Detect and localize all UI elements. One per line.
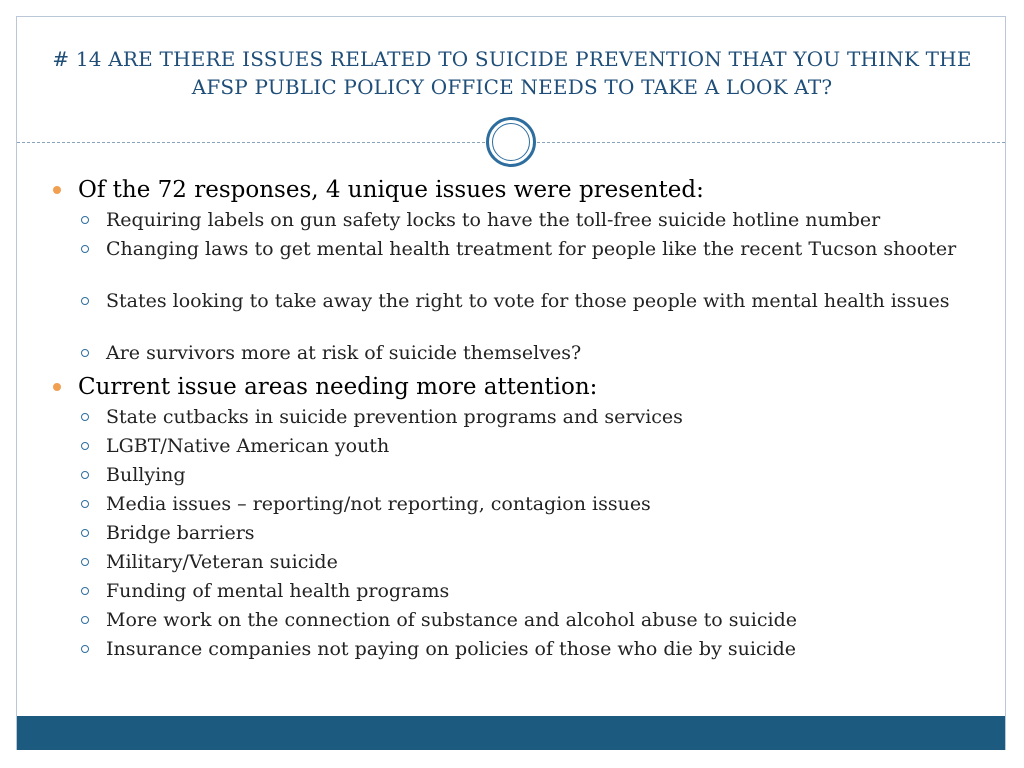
- bullet-ring-icon: [81, 645, 89, 653]
- section-heading-text: Current issue areas needing more attention:: [78, 374, 598, 400]
- list-item-text: Insurance companies not paying on policies of those who die by suicide: [106, 638, 797, 660]
- bullet-ring-icon: [81, 558, 89, 566]
- list-item-text: State cutbacks in suicide prevention programs and services: [106, 406, 683, 428]
- section-heading-responses: [78, 176, 704, 204]
- list-item: [106, 406, 976, 428]
- section-heading-current-issues: [78, 373, 597, 401]
- list-item: [106, 435, 976, 457]
- list-item: [106, 209, 976, 231]
- bullet-ring-icon: [81, 413, 89, 421]
- list-item: [106, 290, 976, 312]
- bullet-ring-icon: [81, 297, 89, 305]
- list-item-text: States looking to take away the right to vote for those people with mental health issues: [106, 290, 950, 312]
- bullet-ring-icon: [81, 471, 89, 479]
- list-item: [106, 638, 976, 660]
- list-item: [106, 551, 976, 573]
- bullet-ring-icon: [81, 245, 89, 253]
- footer-bar: [17, 716, 1005, 750]
- list-item: [106, 522, 976, 544]
- bullet-ring-icon: [81, 442, 89, 450]
- list-item: [106, 493, 976, 515]
- bullet-ring-icon: [81, 500, 89, 508]
- list-item-text: Changing laws to get mental health treatment for people like the recent Tucson shooter: [106, 238, 957, 260]
- list-item: [106, 238, 976, 260]
- slide-title: # 14 ARE THERE ISSUES RELATED TO SUICIDE PREVENTION THAT YOU THINK THE AFSP PUBLIC POLICY OFFICE NEEDS TO TAKE A LOOK AT?: [52, 47, 972, 99]
- list-item-text: Bullying: [106, 464, 186, 486]
- list-item-text: Bridge barriers: [106, 522, 255, 544]
- bullet-ring-icon: [81, 616, 89, 624]
- bullet-dot-icon: [53, 383, 61, 391]
- bullet-ring-icon: [81, 529, 89, 537]
- bullet-ring-icon: [81, 216, 89, 224]
- section-heading-text: Of the 72 responses, 4 unique issues were presented:: [78, 177, 704, 203]
- list-item: [106, 580, 976, 602]
- bullet-dot-icon: [53, 186, 61, 194]
- bullet-ring-icon: [81, 587, 89, 595]
- list-item-text: Are survivors more at risk of suicide themselves?: [106, 342, 582, 364]
- bullet-ring-icon: [81, 349, 89, 357]
- list-item: [106, 609, 976, 631]
- list-item-text: Funding of mental health programs: [106, 580, 450, 602]
- list-item: [106, 464, 976, 486]
- list-item: [106, 342, 976, 364]
- list-item-text: LGBT/Native American youth: [106, 435, 390, 457]
- list-item-text: More work on the connection of substance and alcohol abuse to suicide: [106, 609, 797, 631]
- list-item-text: Military/Veteran suicide: [106, 551, 338, 573]
- list-item-text: Media issues – reporting/not reporting, contagion issues: [106, 493, 651, 515]
- list-item-text: Requiring labels on gun safety locks to have the toll-free suicide hotline number: [106, 209, 881, 231]
